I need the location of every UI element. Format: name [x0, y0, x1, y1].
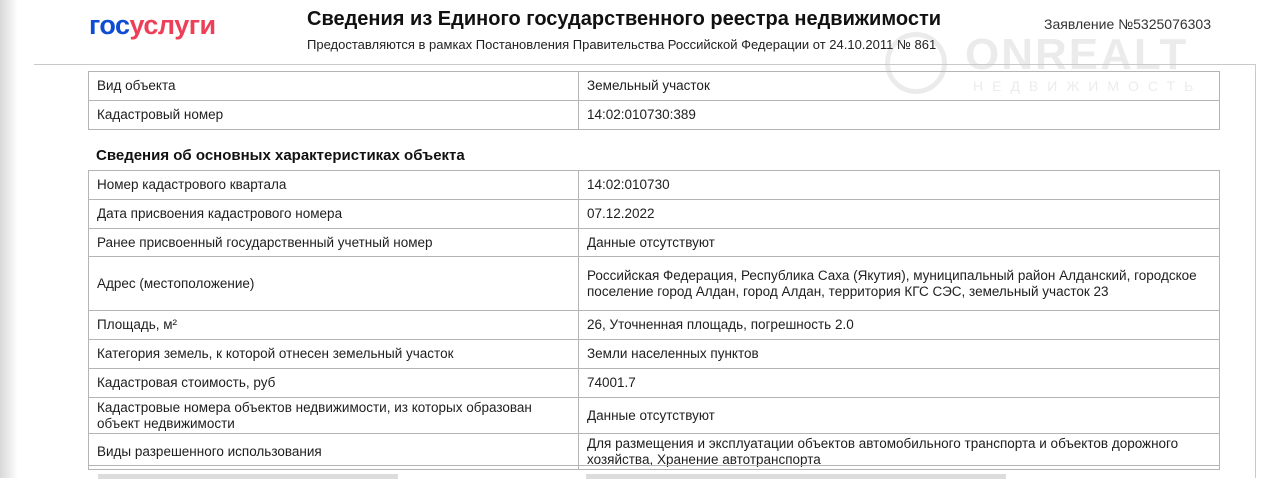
row-value-source-objects: Данные отсутствуют	[579, 398, 1220, 434]
row-label-object-type: Вид объекта	[89, 72, 579, 101]
row-label-cadastral-quarter: Номер кадастрового квартала	[89, 171, 579, 200]
page-top-border	[34, 64, 1256, 65]
row-value-area: 26, Уточненная площадь, погрешность 2.0	[579, 311, 1220, 340]
row-label-address: Адрес (местоположение)	[89, 257, 579, 311]
row-label-permitted-use: Виды разрешенного использования	[89, 434, 579, 470]
row-value-assignment-date: 07.12.2022	[579, 200, 1220, 229]
table-row	[89, 340, 1220, 369]
table-row	[89, 229, 1220, 257]
table-row	[89, 311, 1220, 340]
logo-part-gos: гос	[89, 10, 130, 40]
table-row	[89, 72, 1220, 101]
row-value-cadastral-quarter: 14:02:010730	[579, 171, 1220, 200]
page-edge-shadow	[0, 0, 18, 478]
row-value-cadastral-value: 74001.7	[579, 369, 1220, 398]
row-value-land-category: Земли населенных пунктов	[579, 340, 1220, 369]
cut-off-text	[98, 474, 398, 479]
row-value-address: Российская Федерация, Республика Саха (Якутия), муниципальный район Алданский, городское поселение город Алдан, город Алдан, территория КГС СЭС, земельный участок 23	[579, 257, 1220, 311]
row-label-cadastral-value: Кадастровая стоимость, руб	[89, 369, 579, 398]
section-title: Сведения об основных характеристиках объекта	[96, 147, 465, 164]
row-label-cadastral-number: Кадастровый номер	[89, 101, 579, 130]
row-value-permitted-use: Для размещения и эксплуатации объектов автомобильного транспорта и объектов дорожного хозяйства, Хранение автотранспорта	[579, 434, 1220, 470]
cut-off-row	[88, 465, 1220, 479]
table-row	[89, 369, 1220, 398]
row-value-object-type: Земельный участок	[579, 72, 1220, 101]
logo-part-uslugi: услуги	[129, 10, 216, 40]
document-title: Сведения из Единого государственного реестра недвижимости	[307, 8, 942, 30]
table-row	[89, 257, 1220, 311]
table-row	[89, 101, 1220, 130]
table-row	[89, 171, 1220, 200]
row-value-previous-number: Данные отсутствуют	[579, 229, 1220, 257]
page-right-border	[1255, 64, 1256, 478]
table-row	[89, 398, 1220, 434]
row-label-area: Площадь, м²	[89, 311, 579, 340]
characteristics-table	[88, 170, 1220, 470]
document-subtitle: Предоставляются в рамках Постановления Правительства Российской Федерации от 24.10.2011 № 861	[307, 37, 937, 52]
watermark-text: ONREALT	[965, 30, 1189, 79]
gosuslugi-logo[interactable]	[89, 10, 216, 41]
row-label-previous-number: Ранее присвоенный государственный учетный номер	[89, 229, 579, 257]
application-number: Заявление №5325076303	[1044, 16, 1212, 32]
row-label-land-category: Категория земель, к которой отнесен земельный участок	[89, 340, 579, 369]
watermark-subtext: НЕДВИЖИМОСТЬ	[973, 78, 1203, 94]
cut-off-text	[586, 474, 1006, 479]
table-row	[89, 200, 1220, 229]
row-value-cadastral-number: 14:02:010730:389	[579, 101, 1220, 130]
row-label-assignment-date: Дата присвоения кадастрового номера	[89, 200, 579, 229]
object-table	[88, 71, 1220, 130]
row-label-source-objects: Кадастровые номера объектов недвижимости, из которых образован объект недвижимости	[89, 398, 579, 434]
